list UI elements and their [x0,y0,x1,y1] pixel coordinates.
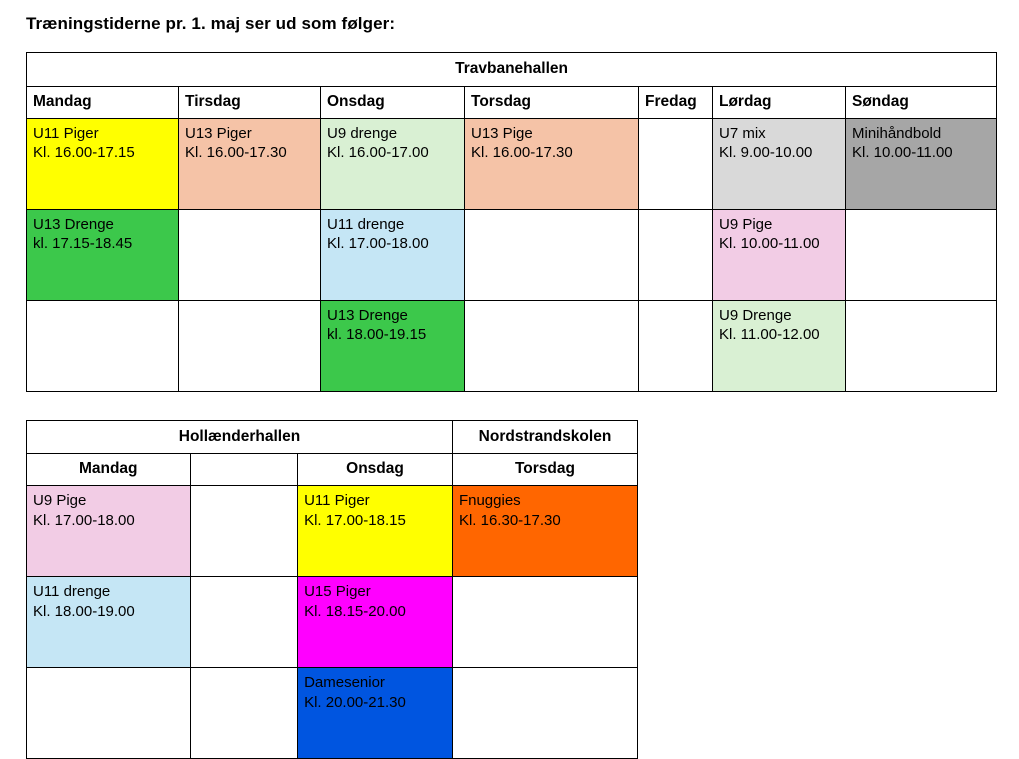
hall-name-hollaenderhallen: Hollænderhallen [27,420,453,454]
day-header-torsdag: Torsdag [465,86,639,118]
schedule-cell [452,486,637,577]
schedule-cell [713,118,846,209]
activity-time: Kl. 10.00-11.00 [852,143,953,161]
schedule-cell [27,668,191,759]
schedule-cell [713,209,846,300]
day-header-row [27,86,997,118]
activity-time: Kl. 16.00-17.30 [185,143,287,161]
table-row [27,209,997,300]
schedule-cell [179,209,321,300]
hall-header-row [27,420,638,454]
table-row [27,486,638,577]
activity-time: Kl. 16.00-17.00 [327,143,429,161]
table-row [27,300,997,391]
schedule-body-travbanehallen [27,118,997,391]
schedule-cell [190,486,298,577]
activity-name: U11 drenge [327,215,405,233]
activity-time: Kl. 17.00-18.00 [33,511,135,529]
schedule-cell [27,300,179,391]
schedule-cell [846,118,997,209]
schedule-cell [321,209,465,300]
activity-name: Damesenior [304,674,385,692]
table-row [27,118,997,209]
schedule-cell [298,668,453,759]
day-header-onsdag: Onsdag [298,454,453,486]
activity-time: Kl. 17.00-18.00 [327,234,429,252]
schedule-table-hollaenderhallen [26,420,638,759]
activity-time: Kl. 16.00-17.30 [471,143,573,161]
activity-time: Kl. 18.00-19.00 [33,602,135,620]
hall-name-nordstrandskolen: Nordstrandskolen [452,420,637,454]
table-spacer [26,392,997,420]
schedule-cell [190,668,298,759]
schedule-cell [713,300,846,391]
schedule-cell [846,209,997,300]
activity-time: Kl. 20.00-21.30 [304,693,406,711]
schedule-cell [190,577,298,668]
schedule-cell [639,300,713,391]
schedule-cell [27,486,191,577]
day-header-tirsdag: Tirsdag [179,86,321,118]
schedule-cell [27,118,179,209]
day-header-torsdag: Torsdag [452,454,637,486]
table-row [27,668,638,759]
day-header-fredag: Fredag [639,86,713,118]
activity-name: U9 Pige [719,215,773,233]
activity-time: Kl. 11.00-12.00 [719,325,820,343]
activity-name: U13 Drenge [33,215,114,233]
activity-name: U13 Piger [185,124,252,142]
activity-name: U7 mix [719,124,766,142]
schedule-cell [179,118,321,209]
day-header-sondag: Søndag [846,86,997,118]
activity-name: U13 Pige [471,124,533,142]
page-title: Træningstiderne pr. 1. maj ser ud som følger: [26,14,396,33]
activity-name: U9 drenge [327,124,398,142]
activity-name: U11 Piger [33,124,99,142]
day-header-empty [190,454,298,486]
activity-time: Kl. 17.00-18.15 [304,511,406,529]
activity-time: Kl. 9.00-10.00 [719,143,813,161]
schedule-cell [465,118,639,209]
schedule-cell [452,668,637,759]
day-header-lordag: Lørdag [713,86,846,118]
activity-name: U15 Piger [304,583,371,601]
activity-name: Minihåndbold [852,124,942,142]
activity-name: Fnuggies [458,492,521,510]
day-header-row [27,454,638,486]
day-header-mandag: Mandag [27,454,191,486]
table-row [27,577,638,668]
activity-time: Kl. 16.00-17.15 [33,143,135,161]
activity-time: Kl. 10.00-11.00 [719,234,820,252]
schedule-cell [321,118,465,209]
hall-header-row [27,53,997,87]
schedule-cell [846,300,997,391]
schedule-cell [465,300,639,391]
activity-name: U11 Piger [304,492,370,510]
schedule-cell [465,209,639,300]
schedule-cell [27,577,191,668]
day-header-mandag: Mandag [27,86,179,118]
schedule-cell [639,118,713,209]
schedule-cell [639,209,713,300]
schedule-cell [27,209,179,300]
activity-name: U9 Drenge [719,306,792,324]
schedule-cell [321,300,465,391]
schedule-table-travbanehallen [26,52,997,392]
schedule-cell [298,486,453,577]
schedule-cell [452,577,637,668]
schedule-cell [179,300,321,391]
activity-time: Kl. 18.15-20.00 [304,602,406,620]
activity-time: kl. 17.15-18.45 [33,234,133,252]
activity-name: U9 Pige [33,492,87,510]
hall-name-travbanehallen: Travbanehallen [27,53,997,87]
activity-time: kl. 18.00-19.15 [327,325,427,343]
activity-name: U13 Drenge [327,306,408,324]
schedule-cell [298,577,453,668]
day-header-onsdag: Onsdag [321,86,465,118]
schedule-body-hollaenderhallen [27,486,638,759]
activity-name: U11 drenge [33,583,111,601]
activity-time: Kl. 16.30-17.30 [458,511,561,529]
